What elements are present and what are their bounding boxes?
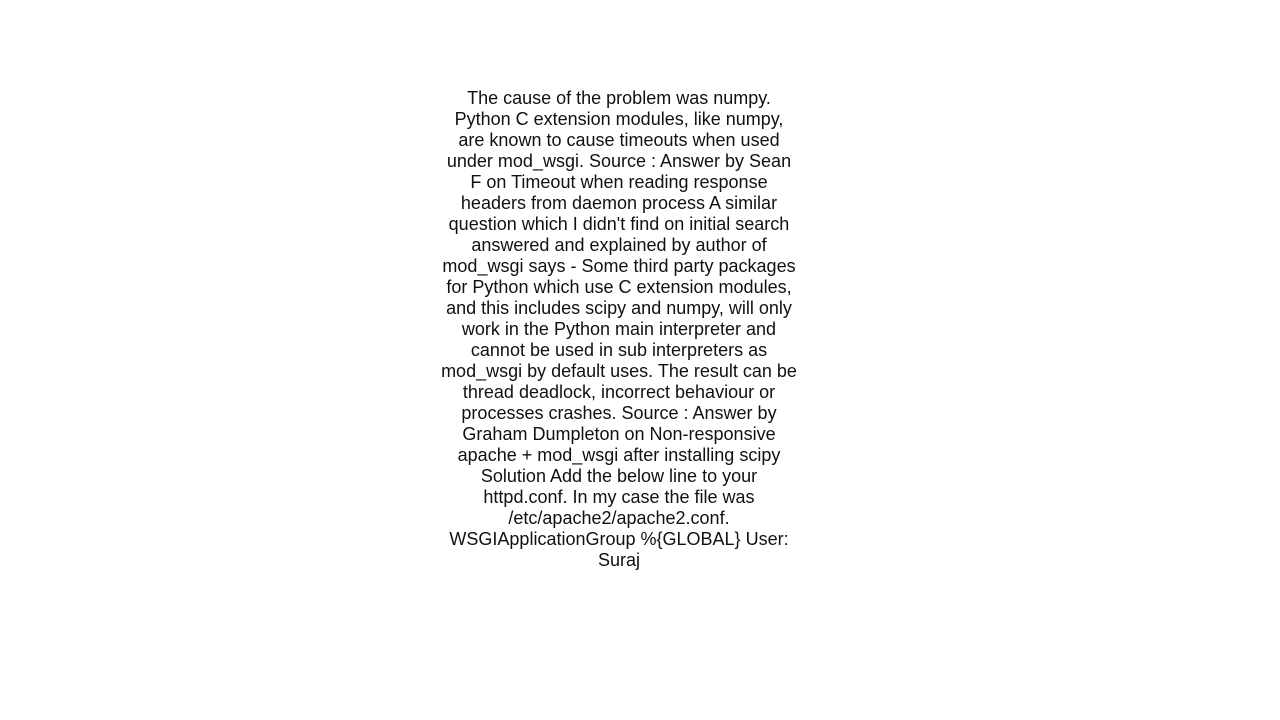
answer-text: The cause of the problem was numpy. Python C extension modules, like numpy, are known to cause timeouts when used under mod_wsgi. Source : Answer by Sean F on Timeout when reading response headers from daemon process A similar question which I didn't find on initial search answered and explained by author of mod_wsgi says - Some third party packages for Python which use C extension modules, and this includes scipy and numpy, will only work in the Python main interpreter and cannot be used in sub interpreters as mod_wsgi by default uses. The result can be thread deadlock, incorrect behaviour or processes crashes. Source : Answer by Graham Dumpleton on Non-responsive apache + mod_wsgi after installing scipy Solution Add the below line to your httpd.conf. In my case the file was /etc/apache2/apache2.conf. WSGIApplicationGroup %{GLOBAL} User: Suraj: [441, 88, 797, 570]
